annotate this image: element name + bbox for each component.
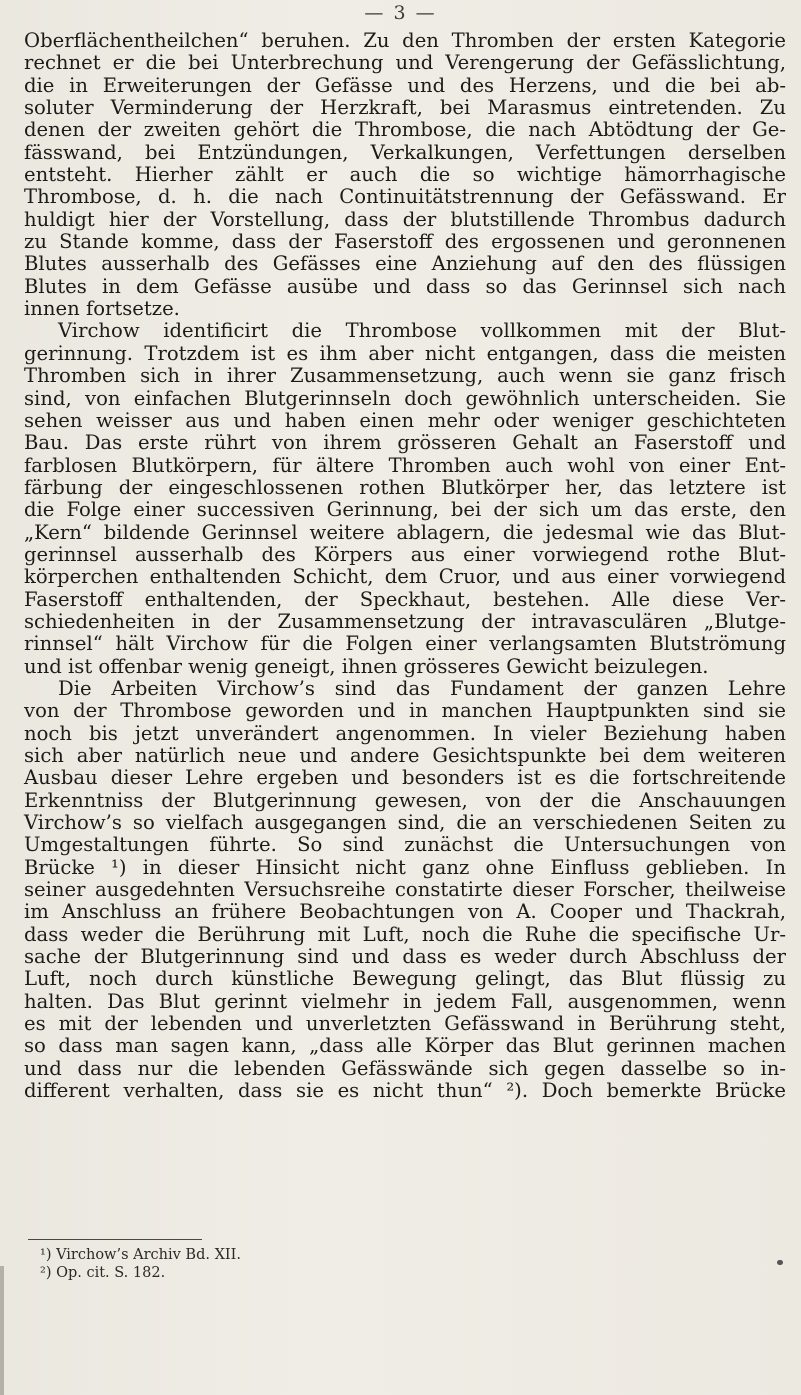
text-line: schiedenheiten in der Zusammensetzung der intravasculären „Blutge- [24, 609, 786, 633]
text-line: Umgestaltungen führte. So sind zunächst die Untersuchungen von [24, 833, 786, 857]
text-line: Blutes ausserhalb des Gefässes eine Anziehung auf den des flüssigen [24, 252, 786, 276]
text-line: „Kern“ bildende Gerinnsel weitere ablagern, die jedesmal wie das Blut- [24, 520, 786, 544]
text-line: Die Arbeiten Virchow’s sind das Fundament der ganzen Lehre [58, 676, 786, 700]
text-line: sache der Blutgerinnung sind und dass es weder durch Abschluss der [24, 945, 786, 969]
text-line: Virchow’s so vielfach ausgegangen sind, die an verschiedenen Seiten zu [24, 811, 786, 835]
text-line: soluter Verminderung der Herzkraft, bei Marasmus eintretenden. Zu [24, 96, 786, 120]
text-line: und dass nur die lebenden Gefässwände sich gegen dasselbe so in- [24, 1056, 786, 1080]
text-line: körperchen enthaltenden Schicht, dem Cruor, und aus einer vorwiegend [24, 565, 786, 589]
text-line: farblosen Blutkörpern, für ältere Thromben auch wohl von einer Ent- [24, 453, 786, 477]
text-line: fässwand, bei Entzündungen, Verkalkungen, Verfettungen derselben [24, 140, 786, 164]
text-line: Oberflächentheilchen“ beruhen. Zu den Thromben der ersten Kategorie [24, 29, 786, 52]
text-line: zu Stande komme, dass der Faserstoff des ergossenen und geronnenen [24, 230, 786, 254]
text-line: Brücke ¹) in dieser Hinsicht nicht ganz ohne Einfluss geblieben. In [24, 855, 786, 879]
text-line: die Folge einer successiven Gerinnung, bei der sich um das erste, den [24, 498, 786, 522]
text-line: different verhalten, dass sie es nicht thun“ ²). Doch bemerkte Brücke [24, 1079, 786, 1103]
page-number: — 3 — [364, 2, 437, 24]
text-line: Luft, noch durch künstliche Bewegung gelingt, das Blut flüssig zu [24, 967, 786, 991]
text-line: gerinnsel ausserhalb des Körpers aus einer vorwiegend rothe Blut- [24, 542, 786, 566]
text-line: Blutes in dem Gefässe ausübe und dass so das Gerinnsel sich nach [24, 274, 786, 298]
text-line: die in Erweiterungen der Gefässe und des Herzens, und die bei ab- [24, 73, 786, 97]
scan-mark [777, 1260, 783, 1265]
text-line: innen fortsetze. [24, 297, 180, 321]
body-text [24, 30, 786, 1103]
footnote: ²) Op. cit. S. 182. [40, 1265, 166, 1281]
text-line: Faserstoff enthaltenden, der Speckhaut, bestehen. Alle diese Ver- [24, 587, 786, 611]
text-line: so dass man sagen kann, „dass alle Körper das Blut gerinnen machen [24, 1034, 786, 1058]
text-line: halten. Das Blut gerinnt vielmehr in jedem Fall, ausgenommen, wenn [24, 989, 786, 1013]
text-line: sehen weisser aus und haben einen mehr oder weniger geschichteten [24, 408, 786, 432]
text-line: seiner ausgedehnten Versuchsreihe constatirte dieser Forscher, theilweise [24, 878, 786, 902]
text-line: denen der zweiten gehört die Thrombose, die nach Abtödtung der Ge- [24, 118, 786, 142]
text-line: Erkenntniss der Blutgerinnung gewesen, von der die Anschauungen [24, 788, 786, 812]
text-line: Thrombose, d. h. die nach Continuitätstrennung der Gefässwand. Er [24, 185, 786, 209]
text-line: es mit der lebenden und unverletzten Gefässwand in Berührung steht, [24, 1012, 786, 1036]
text-line: sich aber natürlich neue und andere Gesichtspunkte bei dem weiteren [24, 744, 786, 767]
text-line: färbung der eingeschlossenen rothen Blutkörper her, das letztere ist [24, 475, 786, 499]
footnote: ¹) Virchow’s Archiv Bd. XII. [40, 1247, 241, 1263]
text-line: von der Thrombose geworden und in manchen Hauptpunkten sind sie [24, 699, 786, 723]
text-line: sind, von einfachen Blutgerinnseln doch gewöhnlich unterscheiden. Sie [24, 386, 786, 410]
text-line: noch bis jetzt unverändert angenommen. In vieler Beziehung haben [24, 721, 786, 745]
text-line: im Anschluss an frühere Beobachtungen von A. Cooper und Thackrah, [24, 900, 786, 924]
text-line: rechnet er die bei Unterbrechung und Verengerung der Gefässlichtung, [24, 51, 786, 75]
text-line: entsteht. Hierher zählt er auch die so wichtige hämorrhagische [24, 163, 786, 187]
text-line: Virchow identificirt die Thrombose vollkommen mit der Blut- [58, 319, 786, 343]
text-line: dass weder die Berührung mit Luft, noch die Ruhe die specifische Ur- [24, 922, 786, 946]
footnotes [40, 1246, 640, 1282]
text-line: gerinnung. Trotzdem ist es ihm aber nicht entgangen, dass die meisten [24, 341, 786, 365]
text-line: Bau. Das erste rührt von ihrem grösseren Gehalt an Faserstoff und [24, 431, 786, 455]
text-line: rinnsel“ hält Virchow für die Folgen einer verlangsamten Blutströmung [24, 632, 786, 656]
text-line: huldigt hier der Vorstellung, dass der blutstillende Thrombus dadurch [24, 207, 786, 231]
scan-edge [0, 1266, 4, 1395]
text-line: und ist offenbar wenig geneigt, ihnen grösseres Gewicht beizulegen. [24, 654, 709, 678]
text-line: Thromben sich in ihrer Zusammensetzung, auch wenn sie ganz frisch [24, 364, 786, 388]
text-line: Ausbau dieser Lehre ergeben und besonders ist es die fortschreitende [24, 766, 786, 790]
footnote-separator [28, 1239, 202, 1240]
